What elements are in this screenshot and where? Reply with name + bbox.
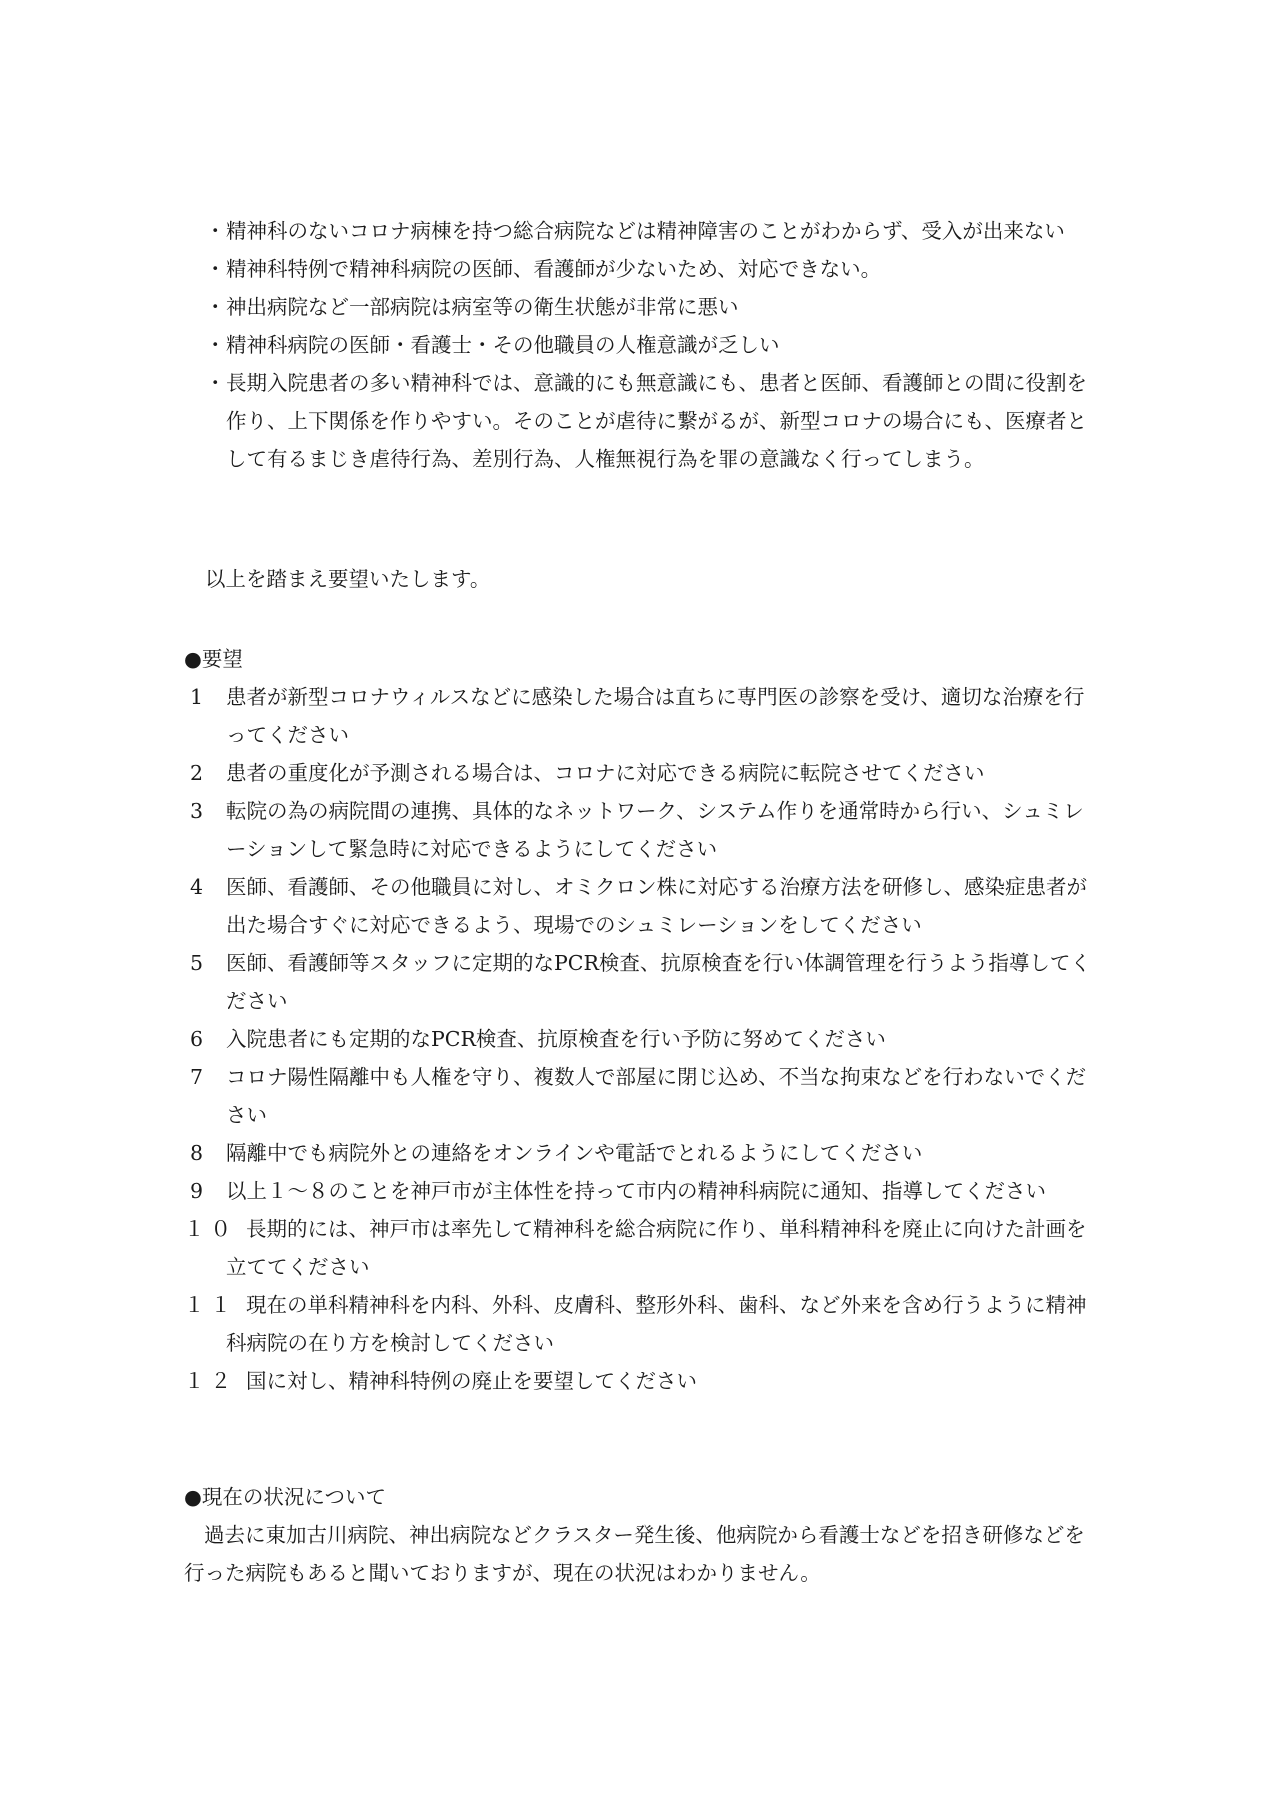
issues-bullet-list (205, 212, 1100, 478)
bullet-mark: ・ (205, 295, 226, 319)
bullet-item (205, 250, 1100, 288)
request-text: 医師、看護師等スタッフに定期的なPCR検査、抗原検査を行い体調管理を行うよう指導してください (226, 951, 1091, 1013)
request-text: 長期的には、神戸市は率先して精神科を総合病院に作り、単科精神科を廃止に向けた計画を立ててください (226, 1217, 1087, 1279)
bullet-text: 精神科病院の医師・看護士・その他職員の人権意識が乏しい (226, 333, 780, 357)
request-item (184, 792, 1100, 868)
bullet-mark: ・ (205, 219, 226, 243)
request-text: 転院の為の病院間の連携、具体的なネットワーク、システム作りを通常時から行い、シュミレーションして緊急時に対応できるようにしてください (226, 799, 1084, 861)
request-item (184, 754, 1100, 792)
request-item (184, 1058, 1100, 1134)
request-item (184, 868, 1100, 944)
request-item (184, 1020, 1100, 1058)
bullet-item (205, 212, 1100, 250)
request-text: 現在の単科精神科を内科、外科、皮膚科、整形外科、歯科、など外来を含め行うように精神科病院の在り方を検討してください (226, 1293, 1087, 1355)
request-number: 1 (190, 685, 204, 709)
request-item (184, 944, 1100, 1020)
request-text: 入院患者にも定期的なPCR検査、抗原検査を行い予防に努めてください (226, 1027, 886, 1051)
bullet-item (205, 326, 1100, 364)
bullet-text: 長期入院患者の多い精神科では、意識的にも無意識にも、患者と医師、看護師との間に役割を作り、上下関係を作りやすい。そのことが虐待に繋がるが、新型コロナの場合にも、医療者として有るまじき虐待行為、差別行為、人権無視行為を罪の意識なく行ってしまう。 (226, 371, 1087, 471)
request-number: 8 (190, 1141, 204, 1165)
request-item (184, 1362, 1100, 1400)
bullet-mark: ・ (205, 371, 226, 395)
status-heading: ●現在の状況について (184, 1485, 386, 1509)
closing-statement: 以上を踏まえ要望いたします。 (205, 567, 491, 591)
request-text: コロナ陽性隔離中も人権を守り、複数人で部屋に閉じ込め、不当な拘束などを行わないでください (226, 1065, 1087, 1127)
request-item (184, 1286, 1100, 1362)
bullet-item (205, 288, 1100, 326)
request-item (184, 678, 1100, 754)
request-number: 7 (190, 1065, 204, 1089)
request-text: 国に対し、精神科特例の廃止を要望してください (246, 1369, 697, 1393)
request-number: 3 (190, 799, 204, 823)
request-number: 4 (190, 875, 204, 899)
request-number: 2 (190, 761, 204, 785)
request-item (184, 1210, 1100, 1286)
bullet-text: 神出病院など一部病院は病室等の衛生状態が非常に悪い (226, 295, 739, 319)
request-text: 患者の重度化が予測される場合は、コロナに対応できる病院に転院させてください (226, 761, 985, 785)
request-text: 以上１～８のことを神戸市が主体性を持って市内の精神科病院に通知、指導してください (226, 1179, 1046, 1203)
request-text: 医師、看護師、その他職員に対し、オミクロン株に対応する治療方法を研修し、感染症患者が出た場合すぐに対応できるよう、現場でのシュミレーションをしてください (226, 875, 1087, 937)
bullet-mark: ・ (205, 257, 226, 281)
request-item (184, 1172, 1100, 1210)
request-number: 9 (190, 1179, 204, 1203)
requests-heading: ●要望 (184, 647, 243, 671)
request-number: １１ (184, 1293, 237, 1317)
request-number: 6 (190, 1027, 204, 1051)
request-number: １２ (184, 1369, 237, 1393)
request-text: 隔離中でも病院外との連絡をオンラインや電話でとれるようにしてください (226, 1141, 923, 1165)
requests-list (184, 678, 1100, 1400)
status-paragraph: 過去に東加古川病院、神出病院などクラスター発生後、他病院から看護士などを招き研修などを行った病院もあると聞いておりますが、現在の状況はわかりません。 (184, 1523, 1085, 1585)
bullet-text: 精神科のないコロナ病棟を持つ総合病院などは精神障害のことがわからず、受入が出来ない (226, 219, 1065, 243)
request-item (184, 1134, 1100, 1172)
bullet-mark: ・ (205, 333, 226, 357)
request-number: 5 (190, 951, 204, 975)
request-text: 患者が新型コロナウィルスなどに感染した場合は直ちに専門医の診察を受け、適切な治療を行ってください (226, 685, 1085, 747)
bullet-text: 精神科特例で精神科病院の医師、看護師が少ないため、対応できない。 (226, 257, 882, 281)
bullet-item (205, 364, 1100, 478)
request-number: １０ (184, 1217, 237, 1241)
